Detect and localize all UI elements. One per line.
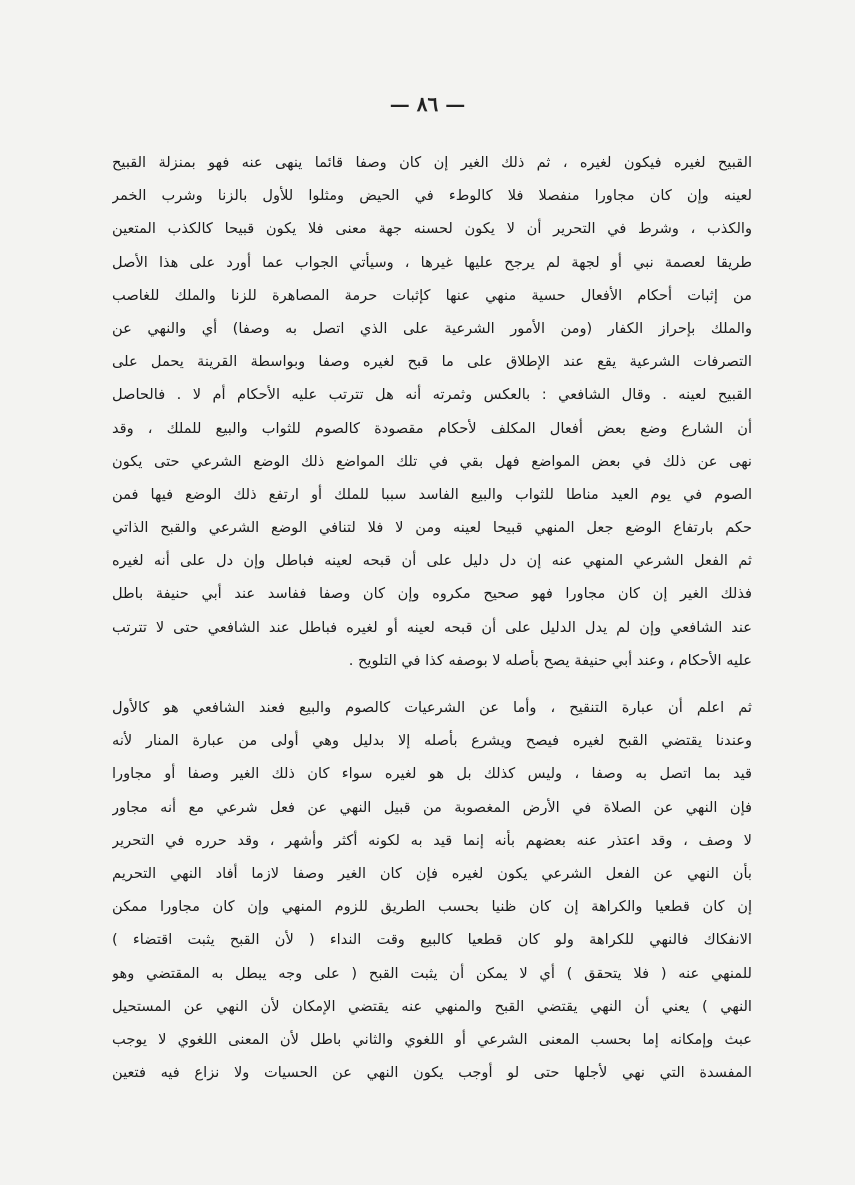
text-line: طريقا لعصمة نبي أو لجهة لم يرجح عليها غيرها ، وسيأتي الجواب عما أورد على هذا الأصل: [112, 253, 752, 271]
text-line: لعينه وإن كان مجاورا منفصلا فلا كالوطء في الحيض ومثلوا للأول بالزنا وشرب الخمر: [112, 187, 752, 205]
text-line: والكذب ، وشرط في التحرير أن لا يكون لحسنه جهة معنى فلا يكون قبيحا كالكذب المتعين: [112, 220, 752, 238]
page-number: — ٨٦ —: [389, 92, 466, 116]
text-line: أن الشارع وضع بعض أفعال المكلف لأحكام مقصودة كالصوم للثواب والبيع للملك ، وقد: [112, 419, 752, 437]
text-line: قيد بما اتصل به وصفا ، وليس كذلك بل هو لغيره سواء كان ذلك الغير وصفا أو مجاورا: [112, 765, 752, 783]
text-line: عبث وإمكانه إما بحسب المعنى الشرعي أو اللغوي والثاني باطل لأن المعنى اللغوي لا يوجب: [112, 1030, 752, 1048]
text-line: فذلك الغير إن كان مجاورا فهو صحيح مكروه وإن كان وصفا ففاسد عند أبي حنيفة باطل: [112, 585, 752, 603]
text-line: الصوم في يوم العيد مناطا للثواب والبيع الفاسد سببا للملك أو ارتفع ذلك الوضع فيها فمن: [112, 485, 752, 503]
text-line: الانفكاك فالنهي للكراهة ولو كان قطعيا كالبيع وقت النداء ( لأن القبح يثبت اقتضاء ): [112, 931, 752, 949]
text-line: القبيح لعينه . وقال الشافعي : بالعكس وثمرته أنه هل تترتب عليه الأحكام أم لا . فالحاصل: [112, 386, 752, 404]
text-line: النهي ) يعني أن النهي يقتضي القبح والمنهي عنه يقتضي الإمكان لأن النهي عن المستحيل: [112, 997, 752, 1015]
text-line: المفسدة التي نهي لأجلها حتى لو أوجب يكون النهي عن الحسيات ولا نزاع فيه فتعين: [112, 1064, 752, 1082]
text-line: نهى عن ذلك في بعض المواضع فهل بقي في تلك المواضع ذلك الوضع الشرعي حتى يكون: [112, 452, 752, 470]
text-line: حكم بارتفاع الوضع جعل المنهي قبيحا لعينه ومن لا فلا لتنافي الوضع الشرعي والقبح الذاتي: [112, 519, 752, 537]
text-line: القبيح لغيره فيكون لغيره ، ثم ذلك الغير إن كان وصفا قائما ينهى عنه فهو بمنزلة القبيح: [112, 154, 752, 171]
text-line: فإن النهي عن الصلاة في الأرض المغصوبة من قبيل النهي عن فعل شرعي مع أنه مجاور: [112, 798, 752, 816]
text-line: وعندنا يقتضي القبح لغيره فيصح ويشرع بأصله إلا بدليل وهي أولى من عبارة المنار لأنه: [112, 732, 752, 750]
text-line: للمنهي عنه ( فلا يتحقق ) أي لا يمكن أن يثبت القبح ( على وجه يبطل به المقتضي وهو: [112, 964, 752, 982]
paragraph-1: [112, 146, 752, 677]
text-line: إن كان قطعيا والكراهة إن كان ظنيا بحسب الطريق للزوم المنهي وإن كان مجاورا ممكن: [112, 898, 752, 916]
text-line: ثم الفعل الشرعي المنهي عنه إن دل دليل على أن قبحه لعينه فباطل وإن دل على أنه لغيره: [112, 552, 752, 570]
text-line: ثم اعلم أن عبارة التنقيح ، وأما عن الشرعيات كالصوم والبيع فعند الشافعي هو كالأول: [112, 699, 752, 716]
text-line: لا وصف ، وقد اعتذر عنه بعضهم بأنه إنما قيد به لكونه أكثر وأشهر ، وقد حرره في التحرير: [112, 831, 752, 849]
text-line: عليه الأحكام ، وعند أبي حنيفة يصح بأصله لا بوصفه كذا في التلويح .: [348, 651, 752, 669]
paragraph-2: [112, 691, 752, 1089]
text-line: بأن النهي عن الفعل الشرعي يكون لغيره فإن كان الغير وصفا لازما أفاد النهي التحريم: [112, 864, 752, 882]
text-line: عند الشافعي وإن لم يدل الدليل على أن قبحه لعينه أو لغيره فباطل عند الشافعي حتى لا تترتب: [112, 618, 752, 636]
text-line: من إثبات أحكام الأفعال حسية منهي عنها كإثبات حرمة المصاهرة للزنا والملك للغاصب: [112, 286, 752, 304]
text-line: التصرفات الشرعية يقع عند الإطلاق على ما قبح لغيره وصفا وبواسطة القرينة يحمل على: [112, 353, 752, 371]
text-line: والملك بإحراز الكفار (ومن الأمور الشرعية على الذي اتصل به وصفا) أي والنهي عن: [112, 319, 752, 337]
